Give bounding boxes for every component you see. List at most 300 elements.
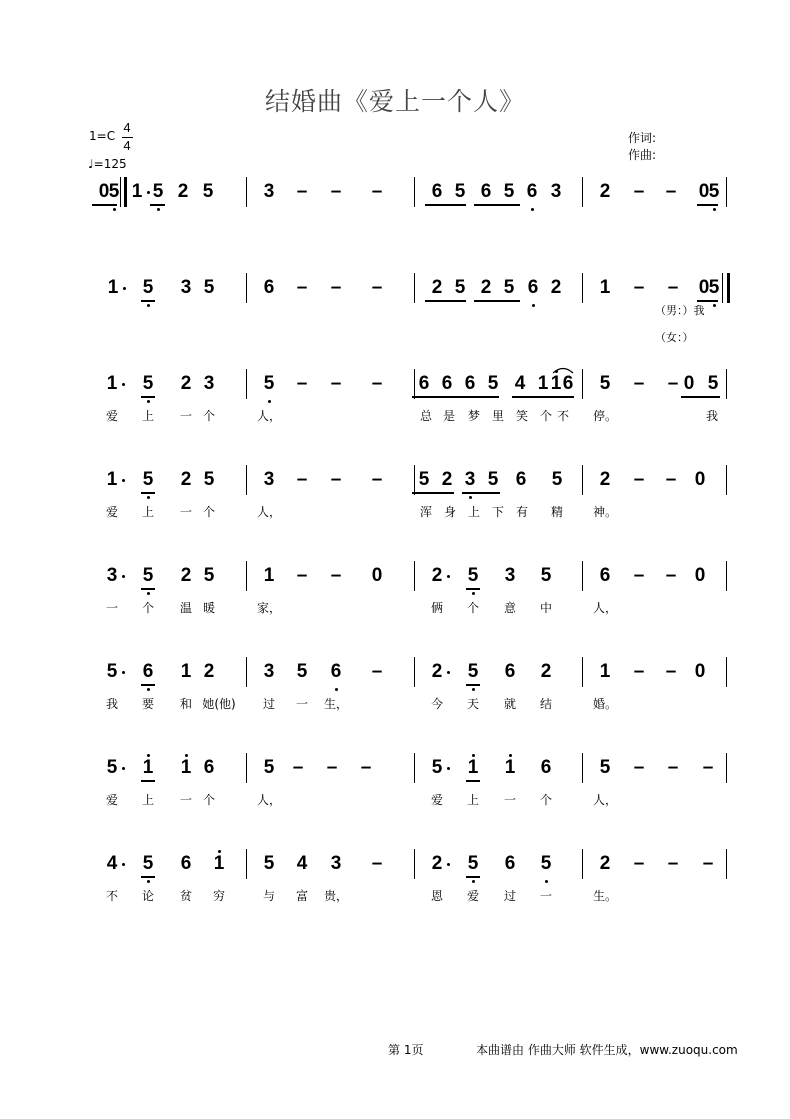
bar-line	[414, 273, 415, 303]
lyric-syllable: 总	[419, 409, 432, 423]
lyric-syllable: 是	[442, 409, 455, 423]
sustain-dash: –	[296, 181, 308, 202]
low-octave-dot	[545, 880, 548, 883]
bar-line	[246, 177, 247, 207]
bar-line	[726, 177, 727, 207]
augmentation-dot	[447, 671, 450, 674]
sustain-dash: –	[667, 373, 679, 394]
sustain-dash: –	[633, 757, 645, 778]
note: 1	[107, 277, 119, 298]
note: 3	[464, 469, 476, 490]
sustain-dash: –	[371, 181, 383, 202]
lyric-syllable: 贫	[179, 889, 192, 903]
note: 1	[467, 757, 479, 778]
beam-underline	[466, 780, 480, 782]
note: 5	[708, 277, 720, 298]
note: 5	[540, 853, 552, 874]
sustain-dash: –	[296, 373, 308, 394]
note: 0	[98, 181, 110, 202]
note: 5	[708, 181, 720, 202]
note: 5	[142, 469, 154, 490]
lyric-syllable: 暖	[202, 601, 215, 615]
note: 3	[263, 181, 275, 202]
composer-label: 作曲:	[628, 148, 657, 162]
high-octave-dot	[147, 754, 150, 757]
lyric-syllable: 上	[466, 793, 479, 807]
lyric-syllable: 过	[262, 697, 275, 711]
high-octave-dot	[509, 754, 512, 757]
bar-line	[414, 561, 415, 591]
note: 5	[467, 565, 479, 586]
beam-underline	[141, 492, 155, 494]
sustain-dash: –	[667, 757, 679, 778]
low-octave-dot	[147, 304, 150, 307]
lyric-syllable: 爱	[430, 793, 443, 807]
note: 2	[203, 661, 215, 682]
lyric-syllable: 就	[503, 697, 516, 711]
bar-line	[582, 561, 583, 591]
note: 4	[296, 853, 308, 874]
lyric-syllable: 生，	[324, 697, 349, 711]
note: 1	[213, 853, 225, 874]
note: 1	[131, 181, 143, 202]
note: 6	[180, 853, 192, 874]
lyric-syllable: 恩	[430, 889, 443, 903]
note: 6	[263, 277, 275, 298]
beam-underline	[466, 684, 480, 686]
lyric-syllable: 一	[503, 793, 516, 807]
note: 5	[599, 373, 611, 394]
note: 1	[599, 277, 611, 298]
low-octave-dot	[147, 496, 150, 499]
lyric-syllable: 一	[105, 601, 118, 615]
lyric-syllable: 人，	[593, 793, 618, 807]
female-part-label: （女：）	[655, 331, 694, 344]
note: 5	[467, 853, 479, 874]
high-octave-dot	[218, 850, 221, 853]
beam-underline	[466, 876, 480, 878]
lyric-syllable: 不	[556, 409, 569, 423]
augmentation-dot	[122, 671, 125, 674]
note: 1	[537, 373, 549, 394]
low-octave-dot	[713, 304, 716, 307]
note: 5	[503, 181, 515, 202]
augmentation-dot	[447, 575, 450, 578]
lyric-syllable: 中	[539, 601, 552, 615]
bar-line	[582, 849, 583, 879]
note: 6	[431, 181, 443, 202]
beam-underline	[141, 396, 155, 398]
bar-line	[414, 465, 415, 495]
note: 6	[203, 757, 215, 778]
lyric-syllable: 一	[179, 793, 192, 807]
sustain-dash: –	[371, 373, 383, 394]
note: 2	[431, 277, 443, 298]
lyric-syllable: 有	[515, 505, 528, 519]
note: 2	[431, 565, 443, 586]
low-octave-dot	[472, 688, 475, 691]
beam-underline	[141, 300, 155, 302]
bar-line	[726, 657, 727, 687]
note: 2	[550, 277, 562, 298]
bar-line	[582, 657, 583, 687]
time-signature-bottom: 4	[123, 138, 131, 153]
note: 1	[106, 469, 118, 490]
beam-underline	[425, 204, 466, 206]
beam-underline	[412, 396, 499, 398]
sustain-dash: –	[633, 661, 645, 682]
note: 0	[683, 373, 695, 394]
low-octave-dot	[113, 208, 116, 211]
lyric-syllable: 精	[550, 505, 563, 519]
augmentation-dot	[122, 863, 125, 866]
sustain-dash: –	[633, 853, 645, 874]
note: 5	[202, 181, 214, 202]
low-octave-dot	[472, 592, 475, 595]
bar-line	[246, 753, 247, 783]
male-part-label: （男：）我	[655, 304, 705, 317]
lyric-syllable: 我	[705, 409, 718, 423]
beam-underline	[466, 588, 480, 590]
note: 6	[540, 757, 552, 778]
low-octave-dot	[147, 688, 150, 691]
note: 6	[515, 469, 527, 490]
note: 6	[526, 181, 538, 202]
note: 6	[504, 661, 516, 682]
note: 2	[431, 853, 443, 874]
bar-line	[246, 561, 247, 591]
note: 5	[296, 661, 308, 682]
bar-line	[726, 849, 727, 879]
sustain-dash: –	[633, 469, 645, 490]
lyric-syllable: 上	[141, 793, 154, 807]
bar-line	[246, 849, 247, 879]
note: 5	[263, 373, 275, 394]
lyric-syllable: 里	[491, 409, 504, 423]
sustain-dash: –	[665, 661, 677, 682]
beam-underline	[474, 204, 520, 206]
sustain-dash: –	[330, 277, 342, 298]
note: 5	[152, 181, 164, 202]
bar-line	[582, 369, 583, 399]
lyric-syllable: 梦	[467, 409, 480, 423]
note: 6	[441, 373, 453, 394]
augmentation-dot	[447, 767, 450, 770]
lyricist-label: 作词:	[628, 131, 657, 145]
note: 3	[106, 565, 118, 586]
low-octave-dot	[335, 688, 338, 691]
beam-underline	[697, 204, 718, 206]
lyric-syllable: 下	[491, 505, 504, 519]
augmentation-dot	[122, 479, 125, 482]
beam-underline	[150, 204, 165, 206]
note: 5	[454, 277, 466, 298]
note: 5	[142, 565, 154, 586]
low-octave-dot	[469, 496, 472, 499]
time-signature-top: 4	[123, 120, 131, 135]
lyric-syllable: 一	[539, 889, 552, 903]
lyric-syllable: 笑	[515, 409, 528, 423]
bar-line	[414, 753, 415, 783]
lyric-syllable: 要	[141, 697, 154, 711]
sustain-dash: –	[371, 469, 383, 490]
bar-line	[246, 657, 247, 687]
key-signature: 1=C	[89, 129, 116, 143]
lyric-syllable: 一	[295, 697, 308, 711]
note: 0	[694, 661, 706, 682]
high-octave-dot	[185, 754, 188, 757]
lyric-syllable: 个	[202, 505, 215, 519]
note: 1	[180, 661, 192, 682]
note: 6	[480, 181, 492, 202]
bar-line	[414, 657, 415, 687]
note: 5	[106, 661, 118, 682]
note: 2	[599, 469, 611, 490]
sustain-dash: –	[360, 757, 372, 778]
note: 2	[540, 661, 552, 682]
lyric-syllable: 意	[503, 601, 516, 615]
lyric-syllable: 人，	[257, 409, 282, 423]
augmentation-dot	[122, 575, 125, 578]
lyric-syllable: 不	[105, 889, 118, 903]
bar-line	[726, 753, 727, 783]
lyric-syllable: 上	[141, 409, 154, 423]
note: 6	[504, 853, 516, 874]
note: 0	[694, 469, 706, 490]
note: 3	[330, 853, 342, 874]
sustain-dash: –	[633, 373, 645, 394]
note: 5	[106, 757, 118, 778]
lyric-syllable: 神。	[593, 505, 618, 519]
beam-underline	[141, 876, 155, 878]
lyric-syllable: 结	[539, 697, 552, 711]
augmentation-dot	[122, 383, 125, 386]
note: 5	[467, 661, 479, 682]
sustain-dash: –	[330, 181, 342, 202]
lyric-syllable: 婚。	[593, 697, 618, 711]
note: 6	[142, 661, 154, 682]
beam-underline	[141, 588, 155, 590]
sustain-dash: –	[296, 469, 308, 490]
lyric-syllable: 俩	[430, 601, 443, 615]
sustain-dash: –	[330, 373, 342, 394]
sustain-dash: –	[702, 757, 714, 778]
note: 1	[106, 373, 118, 394]
high-octave-dot	[472, 754, 475, 757]
lyric-syllable: 人，	[257, 505, 282, 519]
note: 5	[263, 853, 275, 874]
note: 5	[487, 373, 499, 394]
sustain-dash: –	[633, 277, 645, 298]
lyric-syllable: 一	[179, 409, 192, 423]
sustain-dash: –	[371, 853, 383, 874]
note: 5	[503, 277, 515, 298]
lyric-syllable: 天	[466, 697, 479, 711]
lyric-syllable: 个	[466, 601, 479, 615]
note: 2	[431, 661, 443, 682]
lyric-syllable: 穷	[212, 889, 225, 903]
lyric-syllable: 爱	[466, 889, 479, 903]
beam-underline	[425, 300, 466, 302]
lyric-syllable: 过	[503, 889, 516, 903]
lyric-syllable: 身	[443, 505, 456, 519]
lyric-syllable: 富	[295, 889, 308, 903]
note: 3	[263, 469, 275, 490]
beam-underline	[462, 492, 500, 494]
bar-line	[414, 369, 415, 399]
sustain-dash: –	[633, 565, 645, 586]
lyric-syllable: 论	[141, 889, 154, 903]
lyric-syllable: 个	[202, 793, 215, 807]
note: 2	[480, 277, 492, 298]
note: 1	[180, 757, 192, 778]
double-bar-thick	[727, 273, 730, 303]
sustain-dash: –	[292, 757, 304, 778]
bar-line	[582, 273, 583, 303]
sustain-dash: –	[371, 277, 383, 298]
software-credit: 本曲谱由 作曲大师 软件生成，www.zuoqu.com	[476, 1043, 738, 1057]
note: 5	[418, 469, 430, 490]
note: 5	[203, 469, 215, 490]
note: 0	[698, 277, 710, 298]
bar-line	[414, 177, 415, 207]
score-title: 结婚曲《爱上一个人》	[264, 87, 525, 116]
lyric-syllable: 爱	[105, 505, 118, 519]
low-octave-dot	[147, 592, 150, 595]
note: 6	[599, 565, 611, 586]
note: 6	[562, 373, 574, 394]
bar-line	[246, 369, 247, 399]
note: 5	[551, 469, 563, 490]
lyric-syllable: 她(他)	[202, 697, 236, 711]
note: 1	[504, 757, 516, 778]
note: 2	[599, 181, 611, 202]
bar-line	[582, 177, 583, 207]
note: 1	[550, 373, 562, 394]
sustain-dash: –	[667, 277, 679, 298]
page-number: 第 1页	[388, 1043, 424, 1057]
note: 6	[464, 373, 476, 394]
note: 5	[108, 181, 120, 202]
augmentation-dot	[123, 287, 126, 290]
note: 0	[698, 181, 710, 202]
lyric-syllable: 今	[430, 697, 443, 711]
sustain-dash: –	[633, 181, 645, 202]
note: 4	[106, 853, 118, 874]
note: 2	[177, 181, 189, 202]
sustain-dash: –	[665, 565, 677, 586]
note: 5	[431, 757, 443, 778]
lyric-syllable: 人，	[257, 793, 282, 807]
low-octave-dot	[713, 208, 716, 211]
note: 3	[504, 565, 516, 586]
beam-underline	[92, 204, 117, 206]
lyric-syllable: 一	[179, 505, 192, 519]
note: 0	[371, 565, 383, 586]
sustain-dash: –	[665, 181, 677, 202]
low-octave-dot	[268, 400, 271, 403]
note: 2	[599, 853, 611, 874]
sustain-dash: –	[296, 277, 308, 298]
sustain-dash: –	[330, 565, 342, 586]
low-octave-dot	[531, 208, 534, 211]
bar-line	[582, 465, 583, 495]
beam-underline	[412, 492, 454, 494]
note: 5	[540, 565, 552, 586]
lyric-syllable: 个	[141, 601, 154, 615]
beam-underline	[141, 684, 155, 686]
lyric-syllable: 温	[179, 601, 192, 615]
note: 2	[180, 469, 192, 490]
low-octave-dot	[472, 880, 475, 883]
sustain-dash: –	[330, 469, 342, 490]
augmentation-dot	[447, 863, 450, 866]
note: 5	[142, 277, 154, 298]
bar-line	[246, 465, 247, 495]
augmentation-dot	[122, 767, 125, 770]
note: 3	[203, 373, 215, 394]
tempo-value: =125	[93, 157, 127, 171]
note: 1	[599, 661, 611, 682]
note: 2	[441, 469, 453, 490]
lyric-syllable: 上	[141, 505, 154, 519]
note: 5	[599, 757, 611, 778]
note: 3	[550, 181, 562, 202]
lyric-syllable: 爱	[105, 409, 118, 423]
bar-line	[120, 177, 121, 207]
sustain-dash: –	[702, 853, 714, 874]
beam-underline	[512, 396, 574, 398]
note: 1	[142, 757, 154, 778]
note: 5	[203, 565, 215, 586]
note: 3	[180, 277, 192, 298]
beam-underline	[141, 780, 155, 782]
lyric-syllable: 家，	[257, 601, 282, 615]
lyric-syllable: 我	[105, 697, 118, 711]
note: 0	[694, 565, 706, 586]
lyric-syllable: 上	[467, 505, 480, 519]
bar-line	[726, 465, 727, 495]
low-octave-dot	[532, 304, 535, 307]
low-octave-dot	[147, 400, 150, 403]
lyric-syllable: 停。	[593, 409, 618, 423]
lyric-syllable: 人，	[593, 601, 618, 615]
lyric-syllable: 和	[179, 697, 192, 711]
low-octave-dot	[147, 880, 150, 883]
lyric-syllable: 贵，	[324, 889, 349, 903]
lyric-syllable: 浑	[419, 505, 432, 519]
bar-line	[246, 273, 247, 303]
bar-line	[722, 273, 723, 303]
lyric-syllable: 个	[202, 409, 215, 423]
note: 6	[527, 277, 539, 298]
note: 2	[180, 565, 192, 586]
note: 5	[707, 373, 719, 394]
sustain-dash: –	[371, 661, 383, 682]
low-octave-dot	[157, 208, 160, 211]
lyric-syllable: 个	[539, 793, 552, 807]
note: 6	[330, 661, 342, 682]
lyric-syllable: 生。	[593, 889, 618, 903]
note: 5	[203, 277, 215, 298]
bar-line	[726, 369, 727, 399]
beam-underline	[681, 396, 720, 398]
bar-line	[726, 561, 727, 591]
note: 1	[263, 565, 275, 586]
bar-line	[414, 849, 415, 879]
note: 5	[142, 373, 154, 394]
slur-arc	[551, 364, 575, 374]
